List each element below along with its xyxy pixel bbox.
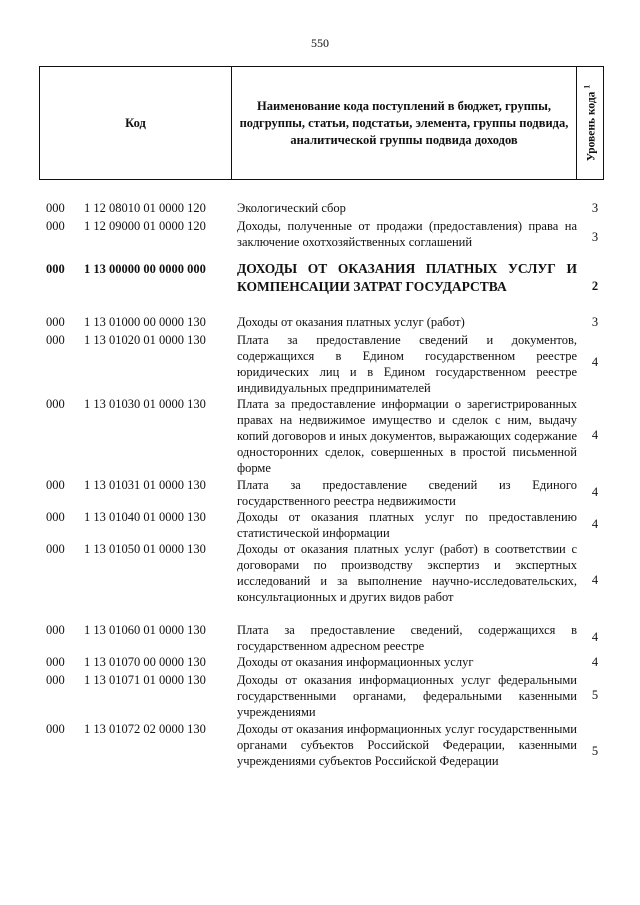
admin-code: 000 — [46, 219, 65, 233]
admin-code: 000 — [46, 201, 65, 215]
code-level: 4 — [591, 355, 599, 369]
income-name: Доходы от оказания платных услуг (работ) в соответствии с договорами по производству экспертиз и экспертных исследований и за выполнение научно-исследовательских, консультационных и других видов работ — [237, 542, 577, 604]
income-name: Доходы от оказания информационных услуг государственными органами субъектов Российской Федерации, казенными учреждениями субъектов Российской Федерации — [237, 722, 577, 768]
income-code: 1 13 01050 01 0000 130 — [84, 542, 206, 556]
code-level: 2 — [591, 279, 599, 293]
code-level: 3 — [591, 201, 599, 215]
income-name: Плата за предоставление сведений из Единого государственного реестра недвижимости — [237, 478, 577, 508]
admin-code: 000 — [46, 510, 65, 524]
income-name: Доходы, полученные от продажи (предоставления) права на заключение охотхозяйственных соглашений — [237, 219, 577, 249]
income-name: ДОХОДЫ ОТ ОКАЗАНИЯ ПЛАТНЫХ УСЛУГ И КОМПЕНСАЦИИ ЗАТРАТ ГОСУДАРСТВА — [237, 261, 577, 294]
income-code: 1 13 01070 00 0000 130 — [84, 655, 206, 669]
header-code-label: Код — [125, 115, 146, 130]
header-level-text: Уровень кода — [585, 91, 598, 162]
income-name: Доходы от оказания информационных услуг федеральными государственными органами, федеральными казенными учреждениями — [237, 673, 577, 719]
header-level-cell — [577, 67, 603, 179]
code-level: 4 — [591, 485, 599, 499]
admin-code: 000 — [46, 315, 65, 329]
admin-code: 000 — [46, 542, 65, 556]
admin-code: 000 — [46, 262, 65, 276]
income-code: 1 13 01000 00 0000 130 — [84, 315, 206, 329]
code-level: 4 — [591, 630, 599, 644]
income-code: 1 13 01072 02 0000 130 — [84, 722, 206, 736]
income-code: 1 13 01030 01 0000 130 — [84, 397, 206, 411]
income-name: Доходы от оказания платных услуг (работ) — [237, 315, 465, 329]
income-name: Доходы от оказания информационных услуг — [237, 655, 474, 669]
code-level: 3 — [591, 230, 599, 244]
code-level: 4 — [591, 428, 599, 442]
income-name: Плата за предоставление сведений и документов, содержащихся в Едином государственном реестре юридических лиц и в Едином государственном реестре индивидуальных предпринимателей — [237, 333, 577, 395]
admin-code: 000 — [46, 623, 65, 637]
admin-code: 000 — [46, 478, 65, 492]
code-level: 5 — [591, 688, 599, 702]
income-name: Доходы от оказания платных услуг по предоставлению статистической информации — [237, 510, 577, 540]
code-level: 4 — [591, 573, 599, 587]
income-code: 1 13 01071 01 0000 130 — [84, 673, 206, 687]
table-header — [39, 66, 604, 180]
admin-code: 000 — [46, 722, 65, 736]
income-code: 1 13 01060 01 0000 130 — [84, 623, 206, 637]
header-name-cell — [232, 67, 577, 179]
code-level: 4 — [591, 517, 599, 531]
income-name: Экологический сбор — [237, 201, 346, 215]
header-name-label: Наименование кода поступлений в бюджет, группы, подгруппы, статьи, подстатьи, элемента, группы подвида, аналитической группы подвида доходов — [239, 98, 569, 147]
header-code-cell — [40, 67, 232, 179]
code-level: 4 — [591, 655, 599, 669]
header-level-label — [583, 85, 598, 162]
page-number: 550 — [311, 36, 329, 50]
admin-code: 000 — [46, 655, 65, 669]
income-name: Плата за предоставление информации о зарегистрированных правах на недвижимое имущество и сделок с ним, выдачу копий договоров и иных документов, выражающих содержание односторонних сделок, совершенных в простой письменной форме — [237, 397, 577, 475]
income-code: 1 13 01040 01 0000 130 — [84, 510, 206, 524]
admin-code: 000 — [46, 333, 65, 347]
income-code: 1 12 09000 01 0000 120 — [84, 219, 206, 233]
income-code: 1 13 01031 01 0000 130 — [84, 478, 206, 492]
code-level: 5 — [591, 744, 599, 758]
header-level-footnote: 1 — [582, 84, 592, 89]
income-code: 1 13 01020 01 0000 130 — [84, 333, 206, 347]
income-code: 1 13 00000 00 0000 000 — [84, 262, 206, 276]
admin-code: 000 — [46, 397, 65, 411]
income-name: Плата за предоставление сведений, содержащихся в государственном адресном реестре — [237, 623, 577, 653]
code-level: 3 — [591, 315, 599, 329]
admin-code: 000 — [46, 673, 65, 687]
income-code: 1 12 08010 01 0000 120 — [84, 201, 206, 215]
